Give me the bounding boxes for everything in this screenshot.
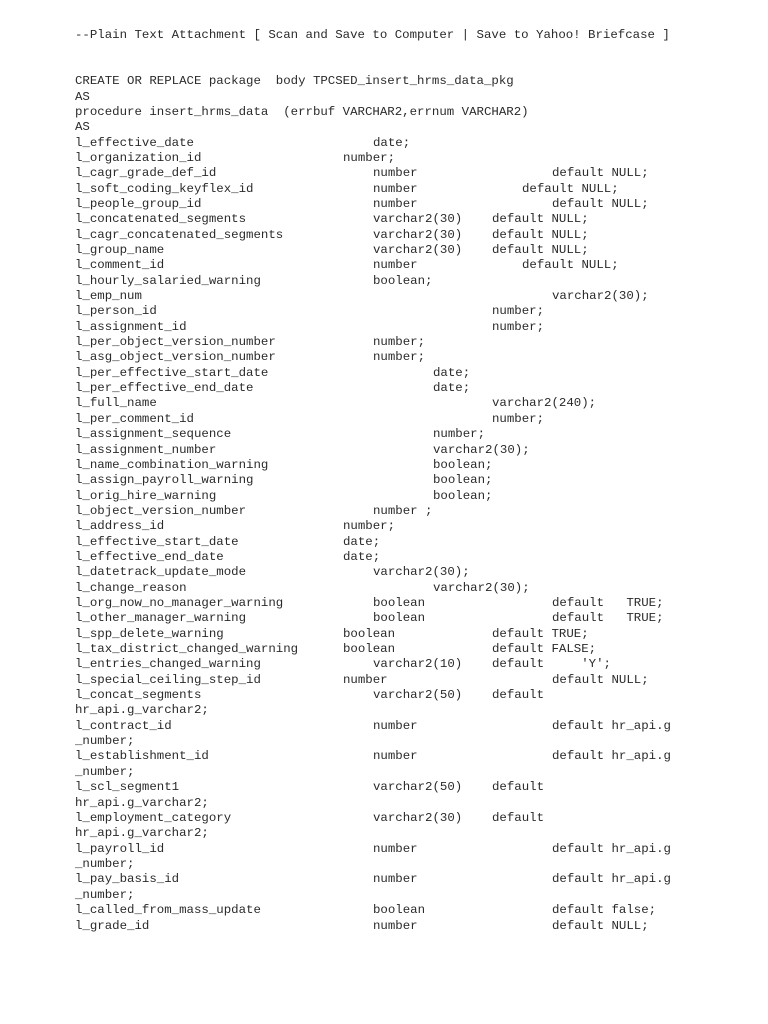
code-type: number; (433, 427, 486, 441)
code-default: default NULL; (522, 182, 619, 196)
code-type: varchar2(50) (373, 688, 463, 702)
code-identifier: l_effective_date (75, 136, 194, 150)
code-type: number (373, 719, 418, 733)
code-default: default NULL; (522, 258, 619, 272)
code-identifier: l_effective_end_date (75, 550, 224, 564)
code-type: varchar2(30); (552, 289, 649, 303)
code-default: default hr_api.g (552, 872, 671, 886)
code-type: number (373, 182, 418, 196)
code-type: date; (433, 366, 471, 380)
code-identifier: CREATE OR REPLACE package body TPCSED_insert_hrms_data_pkg (75, 74, 514, 88)
code-type: boolean; (373, 274, 433, 288)
code-type: number (343, 673, 388, 687)
code-default: default NULL; (492, 212, 589, 226)
code-default: default TRUE; (492, 627, 589, 641)
code-type: number (373, 872, 418, 886)
code-identifier: AS (75, 90, 90, 104)
code-default: default NULL; (492, 228, 589, 242)
code-identifier: l_grade_id (75, 919, 150, 933)
code-identifier: l_contract_id (75, 719, 172, 733)
code-identifier: l_effective_start_date (75, 535, 239, 549)
code-default: default (492, 780, 545, 794)
code-default: default (492, 688, 545, 702)
code-identifier: l_tax_district_changed_warning (75, 642, 299, 656)
code-identifier: _number; (75, 857, 135, 871)
code-identifier: l_establishment_id (75, 749, 209, 763)
code-default: default NULL; (552, 673, 649, 687)
code-identifier: l_full_name (75, 396, 157, 410)
code-type: date; (343, 550, 381, 564)
code-identifier: l_per_object_version_number (75, 335, 276, 349)
code-identifier: l_person_id (75, 304, 157, 318)
code-identifier: l_other_manager_warning (75, 611, 247, 625)
code-identifier: _number; (75, 765, 135, 779)
code-type: varchar2(30) (373, 228, 463, 242)
code-type: boolean (373, 611, 426, 625)
code-type: varchar2(30); (373, 565, 470, 579)
code-identifier: l_per_effective_start_date (75, 366, 269, 380)
code-identifier: l_concat_segments (75, 688, 202, 702)
code-identifier: l_datetrack_update_mode (75, 565, 247, 579)
code-identifier: l_assign_payroll_warning (75, 473, 254, 487)
code-type: varchar2(30) (373, 811, 463, 825)
code-type: boolean (343, 642, 396, 656)
code-identifier: l_pay_basis_id (75, 872, 180, 886)
code-type: boolean (373, 903, 426, 917)
code-identifier: l_cagr_concatenated_segments (75, 228, 284, 242)
code-type: number; (373, 335, 426, 349)
code-type: number; (343, 519, 396, 533)
code-identifier: l_orig_hire_warning (75, 489, 217, 503)
code-type: varchar2(10) (373, 657, 463, 671)
code-type: boolean (343, 627, 396, 641)
code-identifier: hr_api.g_varchar2; (75, 826, 209, 840)
code-identifier: l_called_from_mass_update (75, 903, 261, 917)
code-identifier: l_group_name (75, 243, 165, 257)
code-identifier: hr_api.g_varchar2; (75, 703, 209, 717)
code-identifier: l_object_version_number (75, 504, 247, 518)
code-default: default 'Y'; (492, 657, 611, 671)
code-identifier: l_org_now_no_manager_warning (75, 596, 284, 610)
code-type: number (373, 919, 418, 933)
code-default: default NULL; (552, 919, 649, 933)
code-default: default NULL; (552, 166, 649, 180)
code-identifier: l_comment_id (75, 258, 165, 272)
code-type: number (373, 842, 418, 856)
code-identifier: l_employment_category (75, 811, 232, 825)
code-default: default NULL; (492, 243, 589, 257)
code-type: number (373, 749, 418, 763)
code-identifier: l_payroll_id (75, 842, 165, 856)
code-identifier: _number; (75, 888, 135, 902)
code-identifier: l_name_combination_warning (75, 458, 269, 472)
code-type: number; (343, 151, 396, 165)
code-type: number (373, 258, 418, 272)
code-identifier: hr_api.g_varchar2; (75, 796, 209, 810)
code-identifier: l_people_group_id (75, 197, 202, 211)
code-identifier: AS (75, 120, 90, 134)
code-identifier: l_assignment_sequence (75, 427, 232, 441)
code-identifier: l_address_id (75, 519, 165, 533)
code-default: default false; (552, 903, 657, 917)
code-identifier: _number; (75, 734, 135, 748)
code-type: varchar2(30) (373, 243, 463, 257)
code-identifier: l_entries_changed_warning (75, 657, 261, 671)
code-type: number (373, 166, 418, 180)
code-type: number; (373, 350, 426, 364)
code-identifier: l_change_reason (75, 581, 187, 595)
code-type: boolean; (433, 489, 493, 503)
code-type: boolean (373, 596, 426, 610)
code-type: number ; (373, 504, 433, 518)
code-identifier: l_hourly_salaried_warning (75, 274, 261, 288)
code-default: default hr_api.g (552, 842, 671, 856)
code-type: boolean; (433, 458, 493, 472)
code-default: default hr_api.g (552, 749, 671, 763)
code-default: default TRUE; (552, 611, 664, 625)
code-type: date; (433, 381, 471, 395)
code-type: number; (492, 304, 545, 318)
code-default: default FALSE; (492, 642, 597, 656)
code-identifier: l_special_ceiling_step_id (75, 673, 261, 687)
code-identifier: l_per_effective_end_date (75, 381, 254, 395)
code-type: number; (492, 412, 545, 426)
code-identifier: l_soft_coding_keyflex_id (75, 182, 254, 196)
code-type: date; (343, 535, 381, 549)
attachment-header (0, 28, 670, 43)
code-type: varchar2(240); (492, 396, 597, 410)
code-identifier: procedure insert_hrms_data (errbuf VARCHAR2,errnum VARCHAR2) (75, 105, 529, 119)
code-type: varchar2(30); (433, 443, 530, 457)
code-type: date; (373, 136, 411, 150)
code-identifier: l_assignment_number (75, 443, 217, 457)
code-type: varchar2(30) (373, 212, 463, 226)
code-type: varchar2(50) (373, 780, 463, 794)
code-type: number; (492, 320, 545, 334)
attachment-header-text: --Plain Text Attachment [ Scan and Save to Computer | Save to Yahoo! Briefcase ] (75, 28, 670, 42)
code-type: varchar2(30); (433, 581, 530, 595)
code-default: default NULL; (552, 197, 649, 211)
code-default: default (492, 811, 545, 825)
code-identifier: l_cagr_grade_def_id (75, 166, 217, 180)
code-identifier: l_organization_id (75, 151, 202, 165)
code-identifier: l_concatenated_segments (75, 212, 247, 226)
code-identifier: l_emp_num (75, 289, 142, 303)
code-identifier: l_asg_object_version_number (75, 350, 276, 364)
code-identifier: l_assignment_id (75, 320, 187, 334)
code-type: boolean; (433, 473, 493, 487)
code-type: number (373, 197, 418, 211)
code-default: default TRUE; (552, 596, 664, 610)
code-default: default hr_api.g (552, 719, 671, 733)
code-identifier: l_scl_segment1 (75, 780, 180, 794)
code-identifier: l_per_comment_id (75, 412, 194, 426)
code-identifier: l_spp_delete_warning (75, 627, 224, 641)
